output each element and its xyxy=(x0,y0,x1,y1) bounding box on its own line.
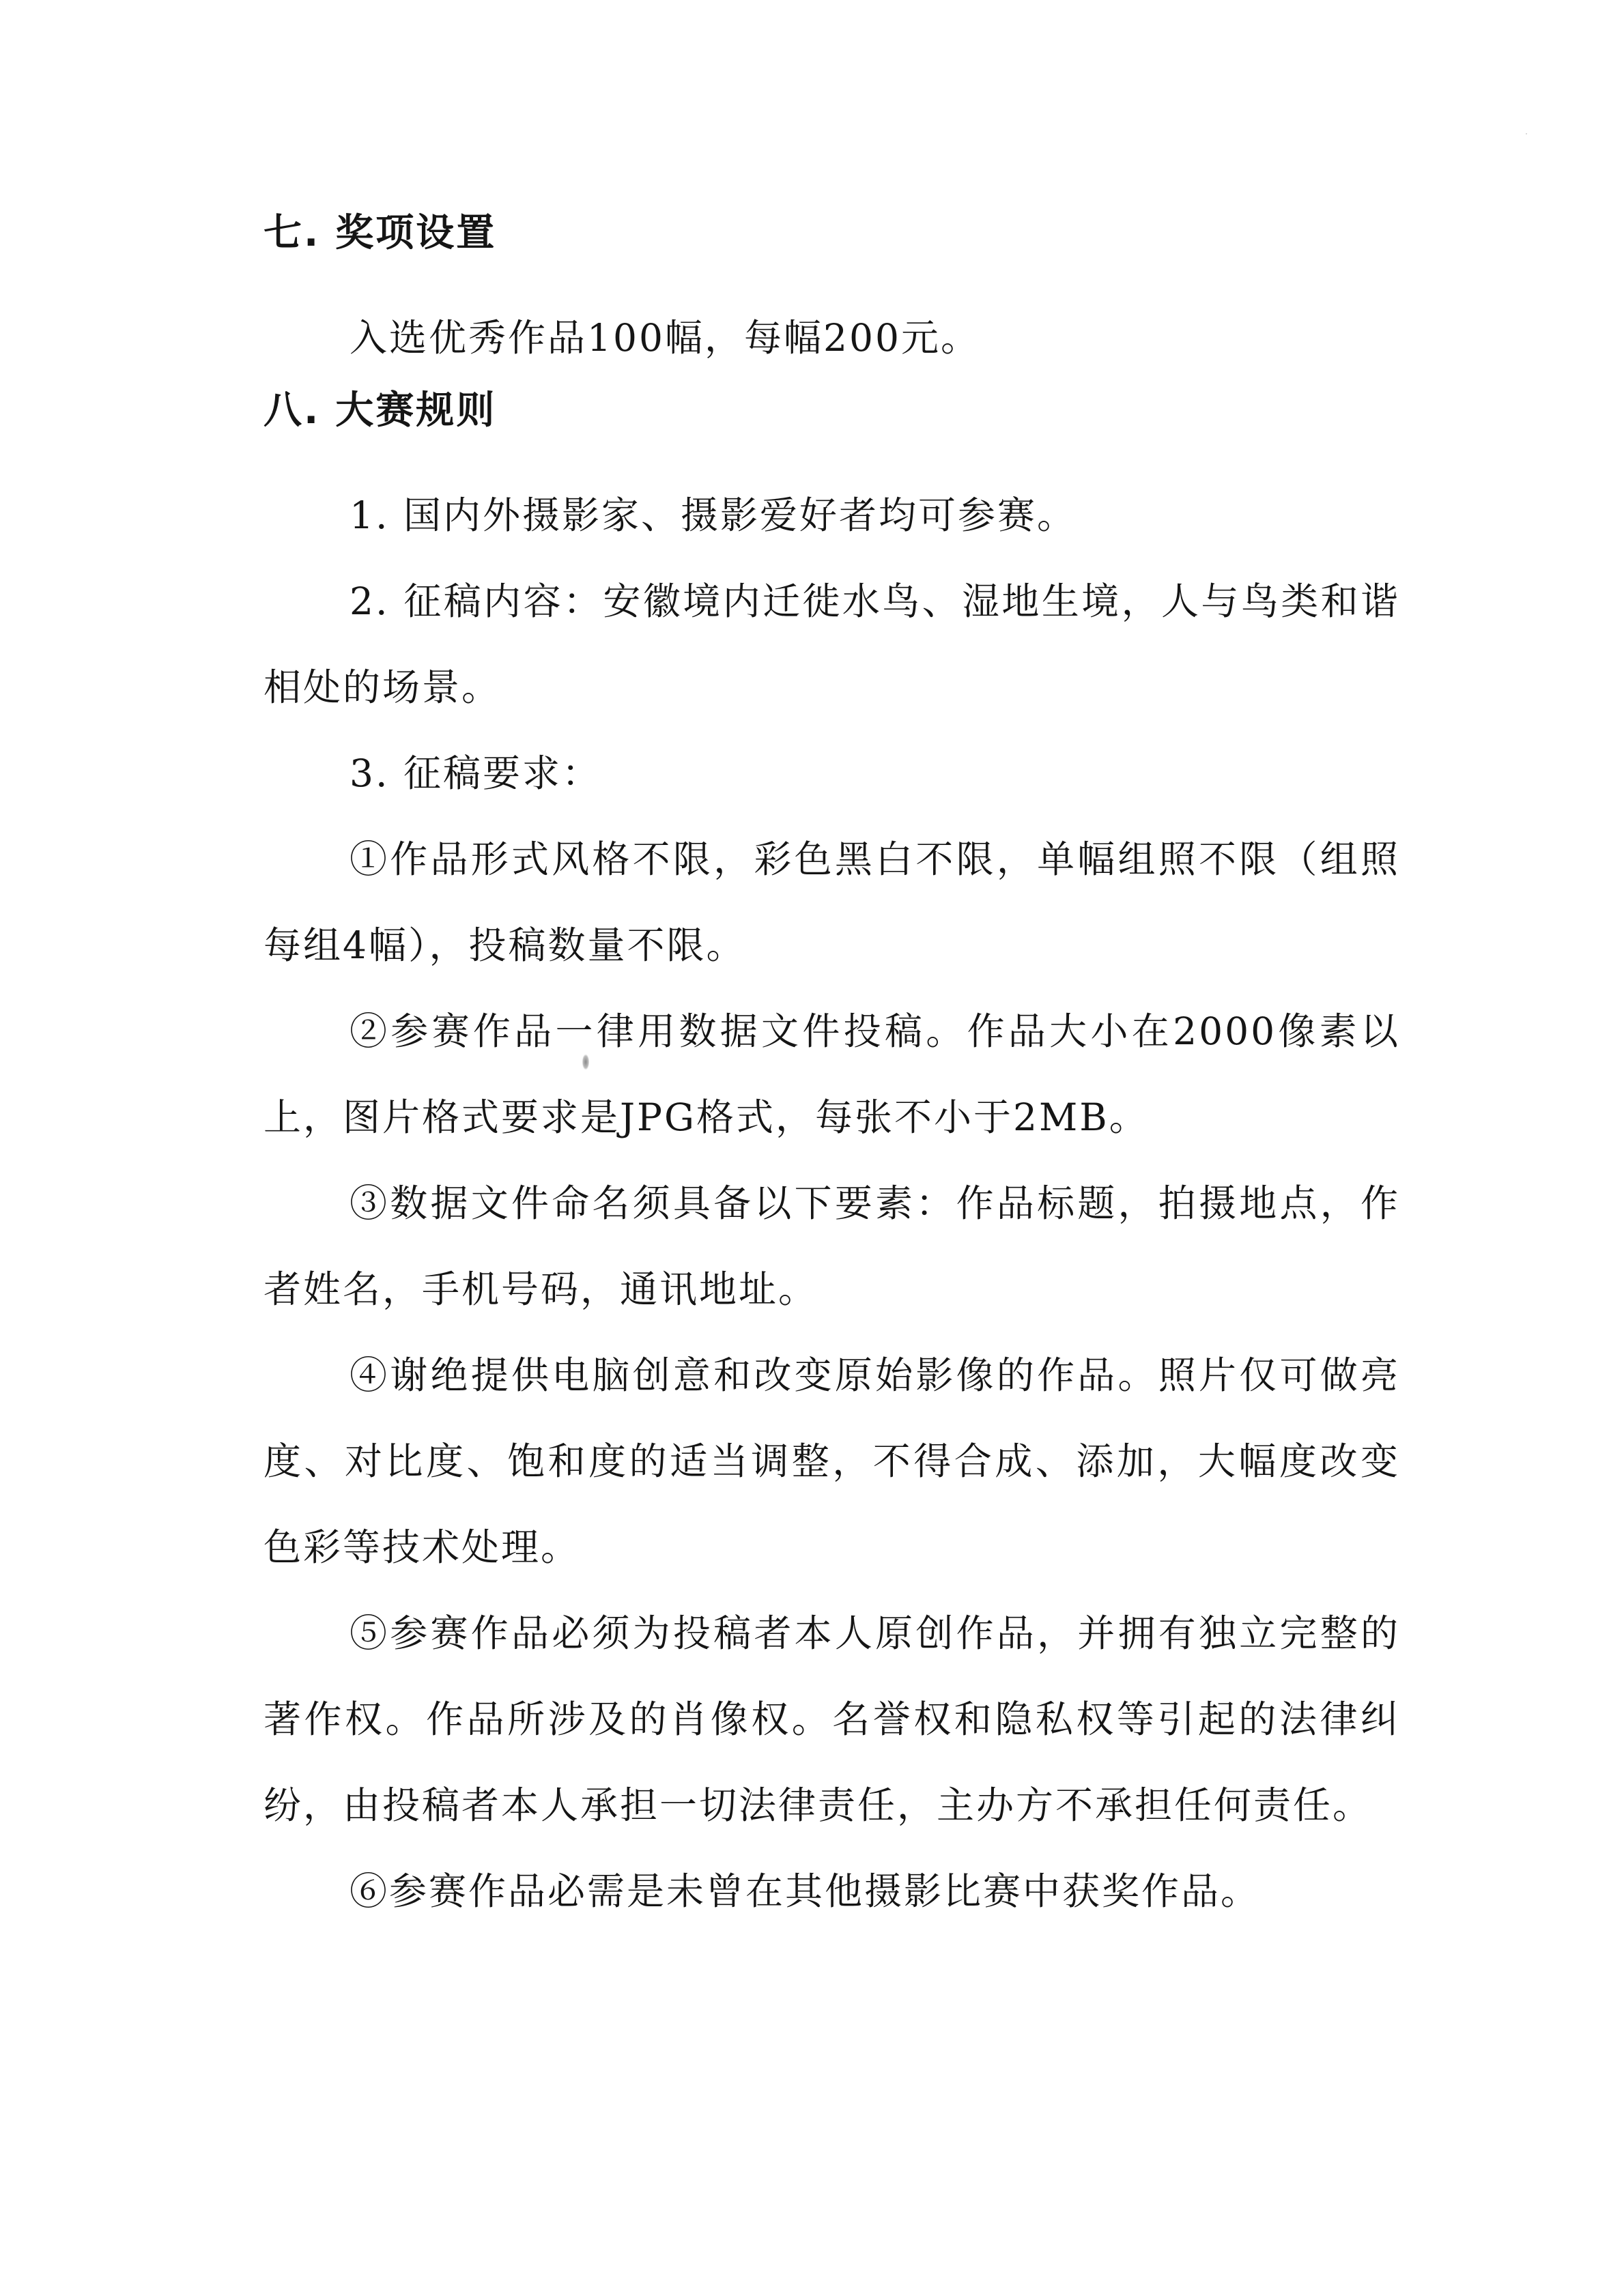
section-number: 七. xyxy=(263,211,321,255)
section-heading-awards xyxy=(263,212,1400,298)
requirement-item: ⑥参赛作品必需是未曾在其他摄影比赛中获奖作品。 xyxy=(350,1869,1261,1913)
requirement-item: ③数据文件命名须具备以下要素：作品标题，拍摄地点，作者姓名，手机号码，通讯地址。 xyxy=(263,1181,1400,1311)
section-heading-rules xyxy=(263,389,1400,475)
rule-2: 2. 征稿内容：安徽境内迁徙水鸟、湿地生境，人与鸟类和谐相处的场景。 xyxy=(263,579,1400,709)
requirement-item: ⑤参赛作品必须为投稿者本人原创作品，并拥有独立完整的著作权。作品所涉及的肖像权。名誉权和隐私权等引起的法律纠纷，由投稿者本人承担一切法律责任，主办方不承担任何责任。 xyxy=(263,1611,1400,1827)
requirement-item: ④谢绝提供电脑创意和改变原始影像的作品。照片仅可做亮度、对比度、饱和度的适当调整，不得合成、添加，大幅度改变色彩等技术处理。 xyxy=(263,1353,1400,1569)
document-body xyxy=(263,212,1400,1934)
awards-paragraph: 入选优秀作品100幅，每幅200元。 xyxy=(350,316,980,360)
section-title: 大赛规则 xyxy=(335,388,497,433)
rule-1: 1. 国内外摄影家、摄影爱好者均可参赛。 xyxy=(350,493,1077,537)
scan-speck xyxy=(1526,133,1527,134)
requirement-item: ①作品形式风格不限，彩色黑白不限，单幅组照不限（组照每组4幅），投稿数量不限。 xyxy=(263,837,1400,967)
requirement-item: ②参赛作品一律用数据文件投稿。作品大小在2000像素以上，图片格式要求是JPG格式，每张不小于2MB。 xyxy=(263,1009,1400,1139)
section-number: 八. xyxy=(263,388,321,433)
rule-3: 3. 征稿要求： xyxy=(350,751,601,795)
section-title: 奖项设置 xyxy=(335,211,497,255)
